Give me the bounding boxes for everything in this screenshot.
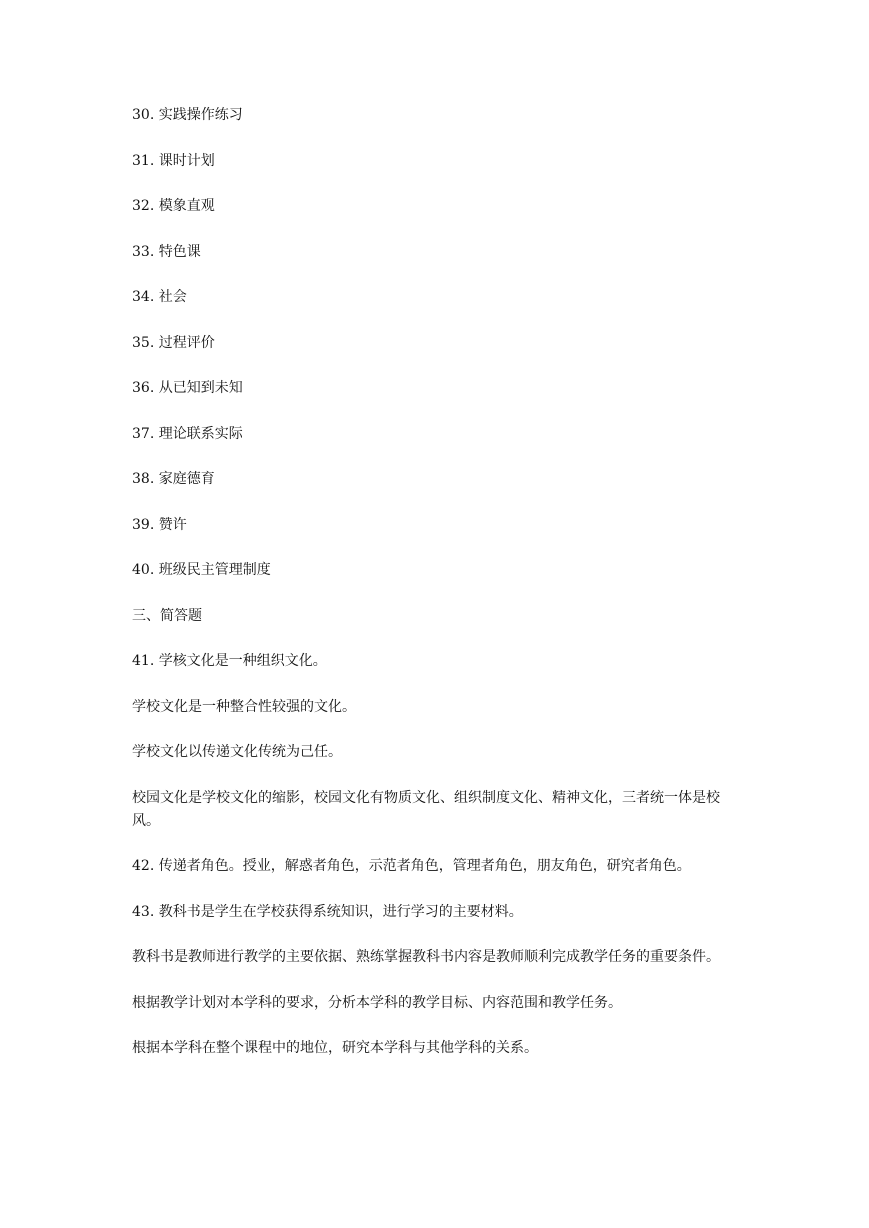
section-heading: 三、简答题 — [132, 607, 202, 624]
answer-item-32: 32. 模象直观 — [132, 198, 215, 214]
answer-item-33: 33. 特色课 — [132, 243, 201, 260]
answer-item-42: 42. 传递者角色。授业，解惑者角色，示范者角色，管理者角色，朋友角色，研究者角色。 — [132, 858, 691, 874]
answer-paragraph: 根据教学计划对本学科的要求，分析本学科的教学目标、内容范围和教学任务。 — [132, 994, 622, 1011]
answer-item-38: 38. 家庭德育 — [132, 471, 215, 487]
answer-item-37: 37. 理论联系实际 — [132, 425, 243, 442]
answer-paragraph: 学校文化以传递文化传统为己任。 — [132, 744, 342, 760]
answer-item-43: 43. 教科书是学生在学校获得系统知识，进行学习的主要材料。 — [132, 903, 523, 920]
document-body — [132, 104, 740, 1083]
answer-item-36: 36. 从已知到未知 — [132, 380, 243, 396]
answer-paragraph: 根据本学科在整个课程中的地位，研究本学科与其他学科的关系。 — [132, 1040, 538, 1056]
answer-item-30: 30. 实践操作练习 — [132, 107, 243, 123]
answer-paragraph: 学校文化是一种整合性较强的文化。 — [132, 698, 356, 715]
answer-paragraph: 校园文化是学校文化的缩影，校园文化有物质文化、组织制度文化、精神文化，三者统一体是校风。 — [132, 789, 720, 829]
answer-item-35: 35. 过程评价 — [132, 334, 215, 351]
answer-paragraph: 教科书是教师进行教学的主要依据、熟练掌握教科书内容是教师顺利完成教学任务的重要条件。 — [132, 949, 720, 965]
answer-item-41: 41. 学核文化是一种组织文化。 — [132, 653, 327, 669]
answer-item-34: 34. 社会 — [132, 289, 187, 305]
answer-item-31: 31. 课时计划 — [132, 152, 215, 169]
answer-item-40: 40. 班级民主管理制度 — [132, 562, 271, 578]
answer-item-39: 39. 赞许 — [132, 516, 187, 533]
